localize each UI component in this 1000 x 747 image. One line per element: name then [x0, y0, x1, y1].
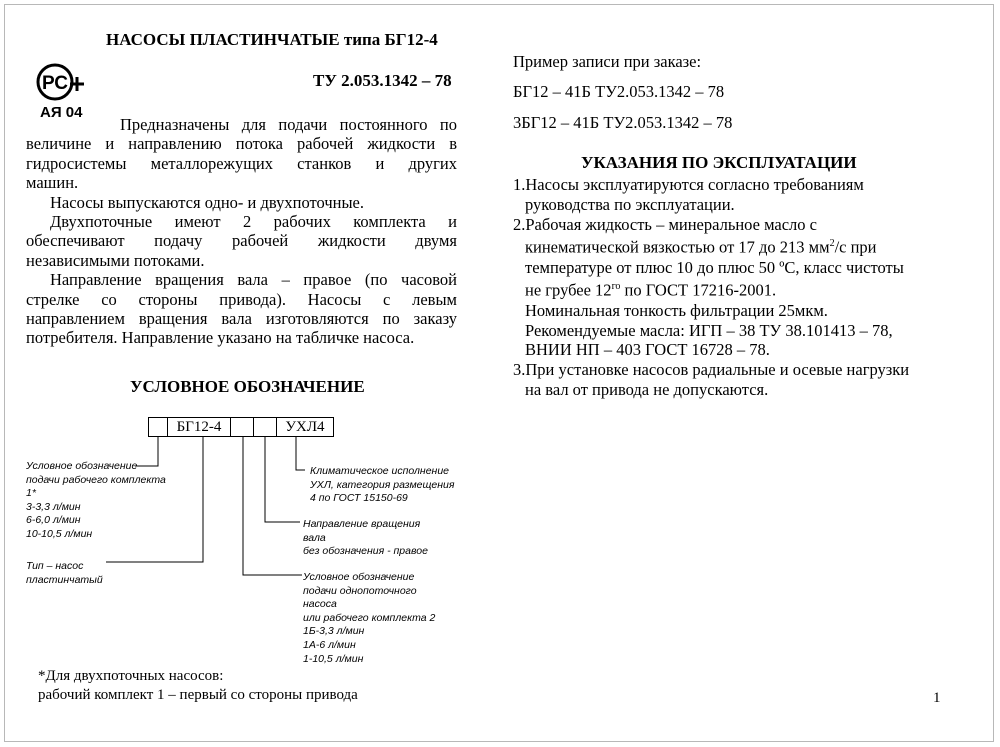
text-line: гидросистемы металлорежущих станков и других — [26, 153, 457, 173]
item-line: ВНИИ НП – 403 ГОСТ 16728 – 78. — [525, 340, 770, 360]
text-line: независимыми потоками. — [26, 250, 205, 270]
label-line: 1Б-3,3 л/мин — [303, 625, 365, 638]
text-line: Направление вращения вала – правое (по часовой — [50, 270, 457, 290]
label-line: 10-10,5 л/мин — [26, 527, 93, 540]
page-number: 1 — [933, 690, 941, 706]
label-line: Направление вращения — [303, 518, 421, 530]
operation-list — [513, 175, 963, 400]
text-line: потребителя. Направление указано на табличке насоса. — [26, 328, 415, 348]
superscript: го — [611, 281, 621, 293]
order-example-title: Пример записи при заказе: — [513, 52, 702, 71]
text-line: стрелке со стороны привода). Насосы с левым — [26, 289, 457, 309]
label-type — [26, 560, 103, 587]
operation-title: УКАЗАНИЯ ПО ЭКСПЛУАТАЦИИ — [581, 153, 857, 172]
label-line: Климатическое исполнение — [310, 465, 450, 477]
designation-box-type: БГ12-4 — [167, 417, 231, 437]
text-line: величине и направлению потока рабочей жидкости в — [26, 134, 457, 154]
leader-flow-single — [243, 437, 302, 575]
label-line: 3-3,3 л/мин — [26, 500, 81, 513]
superscript: 2 — [829, 238, 835, 250]
footnote — [38, 667, 358, 705]
label-line: вала — [303, 531, 326, 544]
designation-box-climate: УХЛ4 — [276, 417, 334, 437]
item-line: Номинальная тонкость фильтрации 25мкм. — [525, 300, 828, 320]
footnote-line: *Для двухпоточных насосов: — [38, 668, 224, 684]
label-line: насоса — [303, 598, 337, 611]
order-example-1: БГ12 – 41Б ТУ2.053.1342 – 78 — [513, 82, 725, 101]
label-line: УХЛ, категория размещения — [310, 478, 455, 491]
label-line: 1-10,5 л/мин — [303, 652, 364, 665]
operation-item-1 — [513, 175, 963, 215]
order-example-2: 3БГ12 – 41Б ТУ2.053.1342 – 78 — [513, 113, 733, 132]
label-line: Условное обозначение — [303, 571, 415, 583]
text-line: машин. — [26, 173, 79, 193]
label-line: пластинчатый — [26, 573, 103, 586]
viscosity-unit: /с при — [834, 237, 877, 257]
leader-rotation — [265, 437, 300, 522]
text-line: направлением вращения вала изготовляются по заказу — [26, 309, 457, 329]
certificate-code: АЯ 04 — [40, 104, 83, 121]
label-rotation — [303, 518, 428, 559]
label-climate — [310, 465, 455, 506]
tu-number: ТУ 2.053.1342 – 78 — [313, 71, 452, 90]
leader-climate — [296, 437, 305, 470]
label-line: 1А-6 л/мин — [303, 638, 356, 651]
item-line: на вал от привода не допускаются. — [525, 379, 769, 399]
class-text: не грубее 12 — [525, 280, 612, 300]
class-standard: по ГОСТ 17216-2001. — [620, 280, 777, 300]
text-line: обеспечивают подачу рабочей жидкости двумя — [26, 231, 457, 251]
label-line: 4 по ГОСТ 15150-69 — [310, 492, 408, 505]
item-line: 1.Насосы эксплуатируются согласно требованиям — [513, 175, 864, 194]
label-line: или рабочего комплекта 2 — [303, 611, 436, 624]
footnote-line: рабочий комплект 1 – первый со стороны привода — [38, 687, 358, 703]
item-line-viscosity — [513, 234, 963, 257]
label-line: 6-6,0 л/мин — [26, 514, 81, 527]
label-line: 1* — [26, 487, 36, 500]
label-line: подачи рабочего комплекта — [26, 473, 166, 486]
item-line: Рекомендуемые масла: ИГП – 38 ТУ 38.101413 – 78, — [525, 320, 893, 340]
item-line: 2.Рабочая жидкость – минеральное масло с — [513, 214, 817, 234]
text-line: Предназначены для подачи постоянного по — [120, 115, 457, 134]
designation-title: УСЛОВНОЕ ОБОЗНАЧЕНИЕ — [130, 377, 365, 396]
label-line: Тип – насос — [26, 560, 84, 572]
item-line: температуре от плюс 10 до плюс 50 ºС, класс чистоты — [525, 257, 904, 277]
operation-item-2 — [513, 215, 963, 361]
text-line: Двухпоточные имеют 2 рабочих комплекта и — [50, 212, 457, 232]
document-title: НАСОСЫ ПЛАСТИНЧАТЫЕ типа БГ12-4 — [106, 30, 438, 49]
label-flow-single — [303, 571, 435, 666]
label-line: Условное обозначение — [26, 460, 138, 472]
operation-item-3 — [513, 360, 963, 400]
item-line-class — [513, 277, 963, 300]
item-line: руководства по эксплуатации. — [525, 194, 735, 214]
label-flow1 — [26, 460, 166, 542]
logo-mark-text: РС — [42, 73, 68, 94]
label-line: без обозначения - правое — [303, 545, 428, 558]
label-line: подачи однопоточного — [303, 584, 417, 597]
text-line: Насосы выпускаются одно- и двухпоточные. — [50, 192, 364, 212]
item-line: 3.При установке насосов радиальные и осевые нагрузки — [513, 360, 910, 380]
viscosity-text: кинематической вязкостью от 17 до 213 мм — [525, 237, 830, 257]
